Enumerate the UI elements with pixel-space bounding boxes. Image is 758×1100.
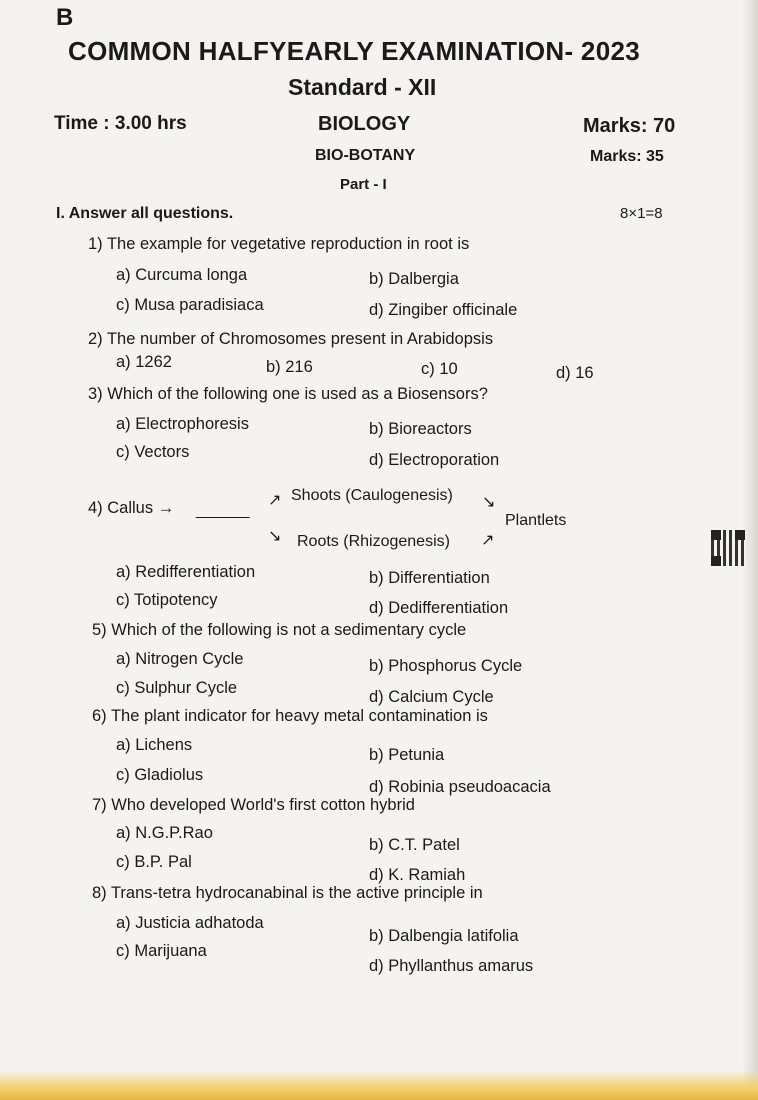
q7-option-c: c) B.P. Pal	[116, 853, 192, 871]
question-6: 6) The plant indicator for heavy metal contamination is	[92, 707, 488, 725]
q4-option-c: c) Totipotency	[116, 591, 218, 609]
marks-scheme: 8×1=8	[620, 205, 663, 222]
exam-time: Time : 3.00 hrs	[54, 113, 187, 134]
exam-title: COMMON HALFYEARLY EXAMINATION- 2023	[68, 36, 640, 66]
q7-option-a: a) N.G.P.Rao	[116, 824, 213, 842]
q4-shoots: Shoots (Caulogenesis)	[291, 487, 453, 504]
q8-option-c: c) Marijuana	[116, 942, 207, 960]
page-bottom-edge	[0, 1070, 758, 1100]
q8-option-d: d) Phyllanthus amarus	[369, 957, 534, 975]
sub-marks: Marks: 35	[590, 148, 664, 165]
question-3: 3) Which of the following one is used as a Biosensors?	[88, 385, 488, 403]
q2-option-b: b) 216	[266, 358, 313, 376]
question-7: 7) Who developed World's first cotton hybrid	[92, 796, 415, 814]
q6-option-b: b) Petunia	[369, 746, 445, 764]
q4-roots: Roots (Rhizogenesis)	[297, 533, 450, 550]
q2-option-d: d) 16	[556, 364, 594, 382]
q5-option-d: d) Calcium Cycle	[369, 688, 494, 706]
q7-option-d: d) K. Ramiah	[369, 866, 466, 884]
q4-plantlets: Plantlets	[505, 512, 567, 529]
question-1: 1) The example for vegetative reproduction in root is	[88, 235, 470, 253]
q5-option-c: c) Sulphur Cycle	[116, 679, 238, 697]
question-8: 8) Trans-tetra hydrocanabinal is the active principle in	[92, 884, 483, 902]
question-2: 2) The number of Chromosomes present in Arabidopsis	[88, 330, 494, 348]
total-marks: Marks: 70	[583, 115, 676, 137]
q3-option-b: b) Bioreactors	[369, 420, 472, 438]
q4-blank: ______	[196, 502, 250, 519]
subject: BIOLOGY	[318, 113, 411, 135]
set-code: B	[56, 4, 74, 31]
q2-option-a: a) 1262	[116, 353, 172, 371]
part-label: Part - I	[340, 176, 387, 193]
arrow-down-right-icon-2: ↘	[268, 528, 282, 545]
q1-option-a: a) Curcuma longa	[116, 266, 248, 284]
question-5: 5) Which of the following is not a sedimentary cycle	[92, 621, 467, 639]
q6-option-c: c) Gladiolus	[116, 766, 204, 784]
q3-option-c: c) Vectors	[116, 443, 190, 461]
arrow-up-right-icon-2: ↗	[481, 532, 495, 549]
arrow-down-right-icon: ↘	[482, 494, 496, 511]
q6-option-d: d) Robinia pseudoacacia	[369, 778, 551, 796]
q8-option-a: a) Justicia adhatoda	[116, 914, 264, 932]
q5-option-b: b) Phosphorus Cycle	[369, 657, 523, 675]
q5-option-a: a) Nitrogen Cycle	[116, 650, 244, 668]
question-4: 4) Callus →	[88, 499, 175, 517]
q6-option-a: a) Lichens	[116, 736, 193, 754]
q3-option-a: a) Electrophoresis	[116, 415, 249, 433]
q4-option-a: a) Redifferentiation	[116, 563, 256, 581]
qr-code-icon	[711, 530, 745, 566]
q1-option-c: c) Musa paradisiaca	[116, 296, 264, 314]
q8-option-b: b) Dalbengia latifolia	[369, 927, 519, 945]
arrow-up-right-icon: ↗	[268, 492, 282, 509]
q2-option-c: c) 10	[421, 360, 458, 378]
q4-option-d: d) Dedifferentiation	[369, 599, 509, 617]
q1-option-b: b) Dalbergia	[369, 270, 459, 288]
section-instruction: I. Answer all questions.	[56, 205, 234, 222]
q3-option-d: d) Electroporation	[369, 451, 500, 469]
q7-option-b: b) C.T. Patel	[369, 836, 460, 854]
q1-option-d: d) Zingiber officinale	[369, 301, 518, 319]
standard: Standard - XII	[288, 74, 437, 100]
q4-option-b: b) Differentiation	[369, 569, 490, 587]
sub-subject: BIO-BOTANY	[315, 147, 416, 164]
